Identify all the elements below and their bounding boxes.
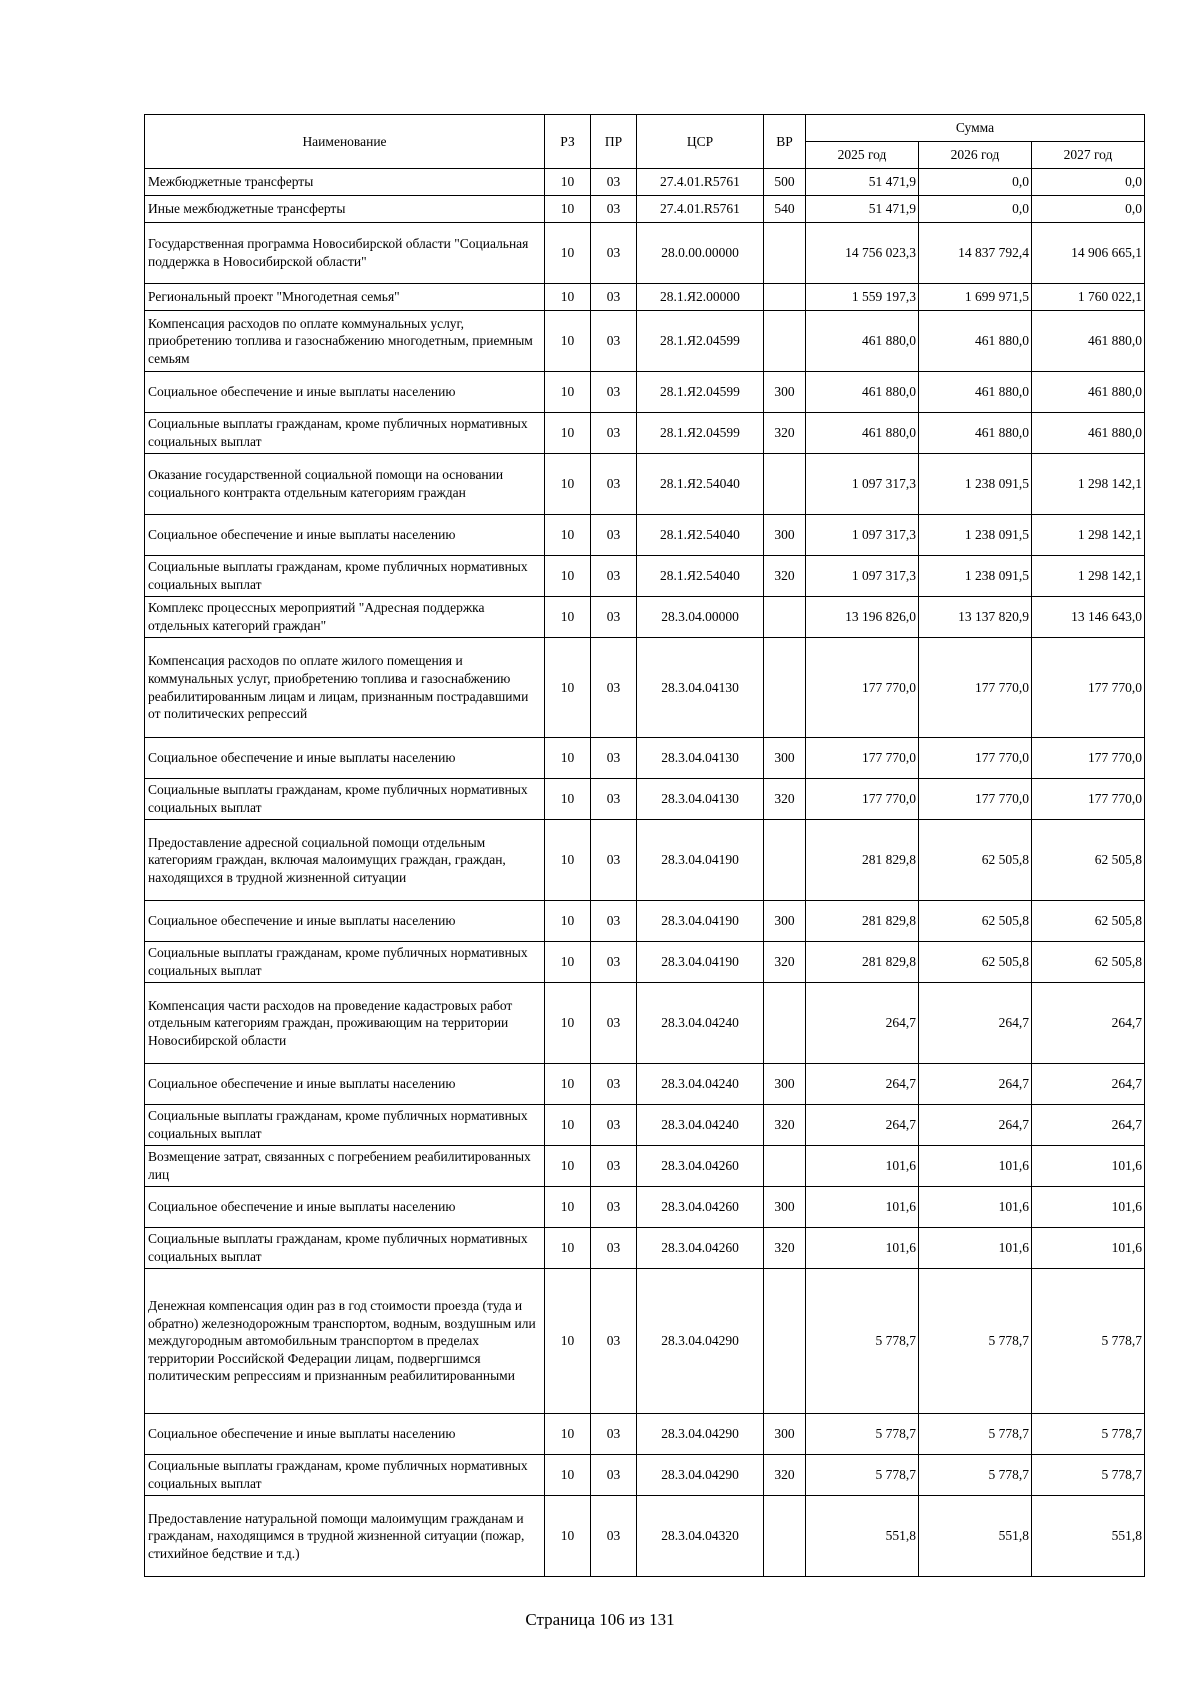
row-pr: 03 (591, 1414, 637, 1455)
row-vr: 300 (764, 372, 806, 413)
row-sum-2026: 62 505,8 (919, 901, 1032, 942)
row-sum-2025: 461 880,0 (806, 311, 919, 372)
row-sum-2027: 1 760 022,1 (1032, 284, 1145, 311)
row-rz: 10 (545, 901, 591, 942)
row-csr: 28.3.04.04240 (637, 1105, 764, 1146)
row-sum-2027: 264,7 (1032, 1064, 1145, 1105)
row-vr (764, 820, 806, 901)
row-sum-2027: 14 906 665,1 (1032, 223, 1145, 284)
row-csr: 28.3.04.04190 (637, 901, 764, 942)
table-row (145, 1269, 1145, 1414)
row-rz: 10 (545, 1187, 591, 1228)
row-csr: 28.3.04.04190 (637, 942, 764, 983)
row-sum-2027: 101,6 (1032, 1187, 1145, 1228)
row-vr: 320 (764, 1455, 806, 1496)
row-csr: 28.1.Я2.04599 (637, 311, 764, 372)
row-vr: 320 (764, 1105, 806, 1146)
row-name: Иные межбюджетные трансферты (145, 196, 545, 223)
row-sum-2025: 177 770,0 (806, 779, 919, 820)
header-year-2027: 2027 год (1032, 142, 1145, 169)
header-csr: ЦСР (637, 115, 764, 169)
row-sum-2027: 5 778,7 (1032, 1414, 1145, 1455)
table-row (145, 311, 1145, 372)
row-rz: 10 (545, 196, 591, 223)
row-pr: 03 (591, 556, 637, 597)
row-sum-2026: 1 238 091,5 (919, 515, 1032, 556)
row-vr: 300 (764, 1064, 806, 1105)
row-rz: 10 (545, 1105, 591, 1146)
row-name: Социальные выплаты гражданам, кроме публичных нормативных социальных выплат (145, 556, 545, 597)
row-sum-2025: 177 770,0 (806, 738, 919, 779)
table-row (145, 196, 1145, 223)
row-sum-2026: 62 505,8 (919, 820, 1032, 901)
row-vr (764, 284, 806, 311)
table-row (145, 983, 1145, 1064)
row-name: Социальные выплаты гражданам, кроме публичных нормативных социальных выплат (145, 942, 545, 983)
row-csr: 28.3.04.00000 (637, 597, 764, 638)
row-sum-2026: 264,7 (919, 983, 1032, 1064)
table-row (145, 597, 1145, 638)
row-sum-2026: 101,6 (919, 1228, 1032, 1269)
row-sum-2025: 177 770,0 (806, 638, 919, 738)
table-row (145, 1455, 1145, 1496)
row-pr: 03 (591, 779, 637, 820)
row-pr: 03 (591, 196, 637, 223)
row-sum-2027: 62 505,8 (1032, 942, 1145, 983)
row-csr: 28.1.Я2.00000 (637, 284, 764, 311)
row-vr: 300 (764, 1414, 806, 1455)
row-sum-2027: 177 770,0 (1032, 738, 1145, 779)
row-vr (764, 1496, 806, 1577)
row-sum-2026: 1 238 091,5 (919, 556, 1032, 597)
row-pr: 03 (591, 284, 637, 311)
row-sum-2027: 264,7 (1032, 1105, 1145, 1146)
row-vr: 320 (764, 556, 806, 597)
row-sum-2026: 551,8 (919, 1496, 1032, 1577)
row-sum-2025: 5 778,7 (806, 1269, 919, 1414)
row-rz: 10 (545, 311, 591, 372)
table-row (145, 1187, 1145, 1228)
row-csr: 28.0.00.00000 (637, 223, 764, 284)
row-sum-2026: 14 837 792,4 (919, 223, 1032, 284)
row-sum-2026: 0,0 (919, 169, 1032, 196)
row-sum-2026: 264,7 (919, 1105, 1032, 1146)
table-row (145, 413, 1145, 454)
row-csr: 28.3.04.04290 (637, 1455, 764, 1496)
row-sum-2025: 551,8 (806, 1496, 919, 1577)
row-sum-2026: 461 880,0 (919, 311, 1032, 372)
row-pr: 03 (591, 942, 637, 983)
row-csr: 28.1.Я2.54040 (637, 556, 764, 597)
table-row (145, 1064, 1145, 1105)
row-vr: 300 (764, 901, 806, 942)
row-rz: 10 (545, 1064, 591, 1105)
row-sum-2027: 1 298 142,1 (1032, 515, 1145, 556)
row-sum-2025: 5 778,7 (806, 1455, 919, 1496)
row-name: Социальное обеспечение и иные выплаты населению (145, 515, 545, 556)
row-sum-2027: 1 298 142,1 (1032, 454, 1145, 515)
row-csr: 28.3.04.04130 (637, 638, 764, 738)
table-row (145, 372, 1145, 413)
row-pr: 03 (591, 515, 637, 556)
row-name: Компенсация расходов по оплате жилого помещения и коммунальных услуг, приобретению топлива и газоснабжению реабилитированным лицам и лицам, признанным пострадавшими от политических репрессий (145, 638, 545, 738)
row-vr (764, 1269, 806, 1414)
row-rz: 10 (545, 779, 591, 820)
row-name: Предоставление адресной социальной помощи отдельным категориям граждан, включая малоимущих граждан, граждан, находящихся в трудной жизненной ситуации (145, 820, 545, 901)
row-rz: 10 (545, 454, 591, 515)
row-sum-2027: 1 298 142,1 (1032, 556, 1145, 597)
row-name: Возмещение затрат, связанных с погребением реабилитированных лиц (145, 1146, 545, 1187)
row-sum-2026: 461 880,0 (919, 413, 1032, 454)
row-sum-2025: 13 196 826,0 (806, 597, 919, 638)
row-name: Денежная компенсация один раз в год стоимости проезда (туда и обратно) железнодорожным транспортом, водным, воздушным или междугородным автомобильным транспортом в пределах территории Российской Федерации лицам, подвергшимся политическим репрессиям и признанным реабилитированными (145, 1269, 545, 1414)
row-rz: 10 (545, 556, 591, 597)
table-row (145, 556, 1145, 597)
row-pr: 03 (591, 1064, 637, 1105)
row-sum-2025: 461 880,0 (806, 413, 919, 454)
row-vr: 540 (764, 196, 806, 223)
row-pr: 03 (591, 1496, 637, 1577)
row-pr: 03 (591, 901, 637, 942)
row-sum-2025: 5 778,7 (806, 1414, 919, 1455)
row-pr: 03 (591, 454, 637, 515)
row-sum-2025: 264,7 (806, 983, 919, 1064)
row-vr: 320 (764, 779, 806, 820)
row-sum-2027: 101,6 (1032, 1228, 1145, 1269)
row-rz: 10 (545, 169, 591, 196)
row-csr: 28.1.Я2.04599 (637, 372, 764, 413)
row-name: Социальное обеспечение и иные выплаты населению (145, 901, 545, 942)
row-sum-2027: 461 880,0 (1032, 372, 1145, 413)
row-sum-2025: 281 829,8 (806, 942, 919, 983)
table-row (145, 820, 1145, 901)
row-sum-2027: 461 880,0 (1032, 311, 1145, 372)
row-sum-2025: 281 829,8 (806, 820, 919, 901)
row-vr: 300 (764, 515, 806, 556)
row-sum-2027: 177 770,0 (1032, 779, 1145, 820)
table-row (145, 638, 1145, 738)
table-row (145, 738, 1145, 779)
row-rz: 10 (545, 1269, 591, 1414)
page-number: Страница 106 из 131 (525, 1610, 675, 1629)
row-sum-2026: 5 778,7 (919, 1414, 1032, 1455)
row-name: Социальное обеспечение и иные выплаты населению (145, 1187, 545, 1228)
row-vr (764, 597, 806, 638)
row-name: Компенсация части расходов на проведение кадастровых работ отдельным категориям граждан, проживающим на территории Новосибирской области (145, 983, 545, 1064)
row-csr: 27.4.01.R5761 (637, 196, 764, 223)
row-sum-2027: 461 880,0 (1032, 413, 1145, 454)
row-sum-2025: 264,7 (806, 1105, 919, 1146)
row-sum-2027: 62 505,8 (1032, 820, 1145, 901)
table-row (145, 284, 1145, 311)
row-sum-2025: 461 880,0 (806, 372, 919, 413)
row-rz: 10 (545, 638, 591, 738)
row-pr: 03 (591, 223, 637, 284)
row-rz: 10 (545, 942, 591, 983)
table-row (145, 1496, 1145, 1577)
row-csr: 28.3.04.04290 (637, 1414, 764, 1455)
row-sum-2027: 13 146 643,0 (1032, 597, 1145, 638)
table-row (145, 223, 1145, 284)
row-name: Социальные выплаты гражданам, кроме публичных нормативных социальных выплат (145, 1228, 545, 1269)
row-csr: 28.3.04.04130 (637, 779, 764, 820)
row-csr: 28.3.04.04320 (637, 1496, 764, 1577)
row-sum-2025: 1 559 197,3 (806, 284, 919, 311)
row-pr: 03 (591, 820, 637, 901)
row-sum-2025: 1 097 317,3 (806, 454, 919, 515)
table-row (145, 779, 1145, 820)
row-sum-2027: 177 770,0 (1032, 638, 1145, 738)
header-pr: ПР (591, 115, 637, 169)
row-rz: 10 (545, 284, 591, 311)
row-csr: 28.3.04.04260 (637, 1146, 764, 1187)
table-row (145, 1414, 1145, 1455)
row-sum-2025: 101,6 (806, 1228, 919, 1269)
row-name: Социальное обеспечение и иные выплаты населению (145, 1064, 545, 1105)
row-csr: 28.3.04.04130 (637, 738, 764, 779)
row-sum-2027: 0,0 (1032, 169, 1145, 196)
row-sum-2026: 5 778,7 (919, 1455, 1032, 1496)
row-name: Межбюджетные трансферты (145, 169, 545, 196)
row-rz: 10 (545, 983, 591, 1064)
row-rz: 10 (545, 1496, 591, 1577)
table-row (145, 454, 1145, 515)
row-pr: 03 (591, 738, 637, 779)
row-rz: 10 (545, 1455, 591, 1496)
row-sum-2025: 1 097 317,3 (806, 556, 919, 597)
header-sum: Сумма (806, 115, 1145, 142)
row-sum-2026: 1 238 091,5 (919, 454, 1032, 515)
row-sum-2026: 13 137 820,9 (919, 597, 1032, 638)
row-csr: 28.3.04.04260 (637, 1187, 764, 1228)
row-csr: 27.4.01.R5761 (637, 169, 764, 196)
row-pr: 03 (591, 1105, 637, 1146)
row-rz: 10 (545, 372, 591, 413)
row-csr: 28.1.Я2.04599 (637, 413, 764, 454)
row-pr: 03 (591, 1228, 637, 1269)
row-name: Социальные выплаты гражданам, кроме публичных нормативных социальных выплат (145, 1455, 545, 1496)
row-sum-2025: 101,6 (806, 1187, 919, 1228)
row-name: Региональный проект "Многодетная семья" (145, 284, 545, 311)
row-csr: 28.3.04.04290 (637, 1269, 764, 1414)
row-rz: 10 (545, 738, 591, 779)
row-sum-2027: 101,6 (1032, 1146, 1145, 1187)
row-rz: 10 (545, 515, 591, 556)
row-rz: 10 (545, 597, 591, 638)
row-pr: 03 (591, 311, 637, 372)
table-row (145, 515, 1145, 556)
row-vr: 300 (764, 738, 806, 779)
table-row (145, 901, 1145, 942)
row-csr: 28.3.04.04190 (637, 820, 764, 901)
row-csr: 28.1.Я2.54040 (637, 515, 764, 556)
row-vr (764, 223, 806, 284)
table-row (145, 1228, 1145, 1269)
row-name: Социальные выплаты гражданам, кроме публичных нормативных социальных выплат (145, 1105, 545, 1146)
row-vr: 300 (764, 1187, 806, 1228)
row-sum-2026: 264,7 (919, 1064, 1032, 1105)
row-vr (764, 454, 806, 515)
row-pr: 03 (591, 1146, 637, 1187)
row-sum-2025: 281 829,8 (806, 901, 919, 942)
table-row (145, 169, 1145, 196)
header-vr: ВР (764, 115, 806, 169)
row-pr: 03 (591, 1269, 637, 1414)
row-sum-2025: 264,7 (806, 1064, 919, 1105)
row-name: Социальное обеспечение и иные выплаты населению (145, 1414, 545, 1455)
row-rz: 10 (545, 223, 591, 284)
row-name: Социальные выплаты гражданам, кроме публичных нормативных социальных выплат (145, 413, 545, 454)
row-sum-2025: 51 471,9 (806, 169, 919, 196)
row-vr (764, 311, 806, 372)
row-name: Государственная программа Новосибирской области "Социальная поддержка в Новосибирской области" (145, 223, 545, 284)
row-sum-2026: 461 880,0 (919, 372, 1032, 413)
header-year-2026: 2026 год (919, 142, 1032, 169)
row-name: Компенсация расходов по оплате коммунальных услуг, приобретению топлива и газоснабжению многодетным, приемным семьям (145, 311, 545, 372)
row-vr (764, 1146, 806, 1187)
row-sum-2027: 0,0 (1032, 196, 1145, 223)
row-rz: 10 (545, 820, 591, 901)
row-pr: 03 (591, 1455, 637, 1496)
row-name: Предоставление натуральной помощи малоимущим гражданам и гражданам, находящимся в трудной жизненной ситуации (пожар, стихийное бедствие и т.д.) (145, 1496, 545, 1577)
row-sum-2025: 101,6 (806, 1146, 919, 1187)
row-sum-2026: 62 505,8 (919, 942, 1032, 983)
row-rz: 10 (545, 1228, 591, 1269)
row-name: Комплекс процессных мероприятий "Адресная поддержка отдельных категорий граждан" (145, 597, 545, 638)
row-csr: 28.1.Я2.54040 (637, 454, 764, 515)
row-sum-2027: 5 778,7 (1032, 1269, 1145, 1414)
row-sum-2025: 14 756 023,3 (806, 223, 919, 284)
row-pr: 03 (591, 413, 637, 454)
row-vr: 320 (764, 413, 806, 454)
row-sum-2027: 551,8 (1032, 1496, 1145, 1577)
row-sum-2027: 5 778,7 (1032, 1455, 1145, 1496)
table-row (145, 942, 1145, 983)
row-pr: 03 (591, 638, 637, 738)
row-name: Социальное обеспечение и иные выплаты населению (145, 738, 545, 779)
row-pr: 03 (591, 597, 637, 638)
row-pr: 03 (591, 983, 637, 1064)
row-pr: 03 (591, 169, 637, 196)
row-sum-2026: 177 770,0 (919, 738, 1032, 779)
row-sum-2026: 5 778,7 (919, 1269, 1032, 1414)
row-sum-2026: 1 699 971,5 (919, 284, 1032, 311)
row-sum-2026: 177 770,0 (919, 638, 1032, 738)
row-pr: 03 (591, 372, 637, 413)
row-csr: 28.3.04.04260 (637, 1228, 764, 1269)
row-sum-2027: 264,7 (1032, 983, 1145, 1064)
header-name: Наименование (145, 115, 545, 169)
budget-table (144, 114, 1145, 1577)
header-year-2025: 2025 год (806, 142, 919, 169)
row-name: Оказание государственной социальной помощи на основании социального контракта отдельным категориям граждан (145, 454, 545, 515)
table-body (145, 169, 1145, 1577)
row-sum-2027: 62 505,8 (1032, 901, 1145, 942)
row-sum-2026: 0,0 (919, 196, 1032, 223)
row-vr (764, 983, 806, 1064)
row-sum-2025: 51 471,9 (806, 196, 919, 223)
table-row (145, 1105, 1145, 1146)
row-rz: 10 (545, 1414, 591, 1455)
row-sum-2026: 177 770,0 (919, 779, 1032, 820)
row-sum-2025: 1 097 317,3 (806, 515, 919, 556)
row-name: Социальное обеспечение и иные выплаты населению (145, 372, 545, 413)
row-name: Социальные выплаты гражданам, кроме публичных нормативных социальных выплат (145, 779, 545, 820)
header-rz: РЗ (545, 115, 591, 169)
row-vr: 320 (764, 942, 806, 983)
table-header (145, 115, 1145, 169)
row-rz: 10 (545, 413, 591, 454)
row-csr: 28.3.04.04240 (637, 983, 764, 1064)
row-pr: 03 (591, 1187, 637, 1228)
row-sum-2026: 101,6 (919, 1187, 1032, 1228)
row-sum-2026: 101,6 (919, 1146, 1032, 1187)
row-csr: 28.3.04.04240 (637, 1064, 764, 1105)
row-vr: 320 (764, 1228, 806, 1269)
row-vr: 500 (764, 169, 806, 196)
row-vr (764, 638, 806, 738)
row-rz: 10 (545, 1146, 591, 1187)
table-row (145, 1146, 1145, 1187)
